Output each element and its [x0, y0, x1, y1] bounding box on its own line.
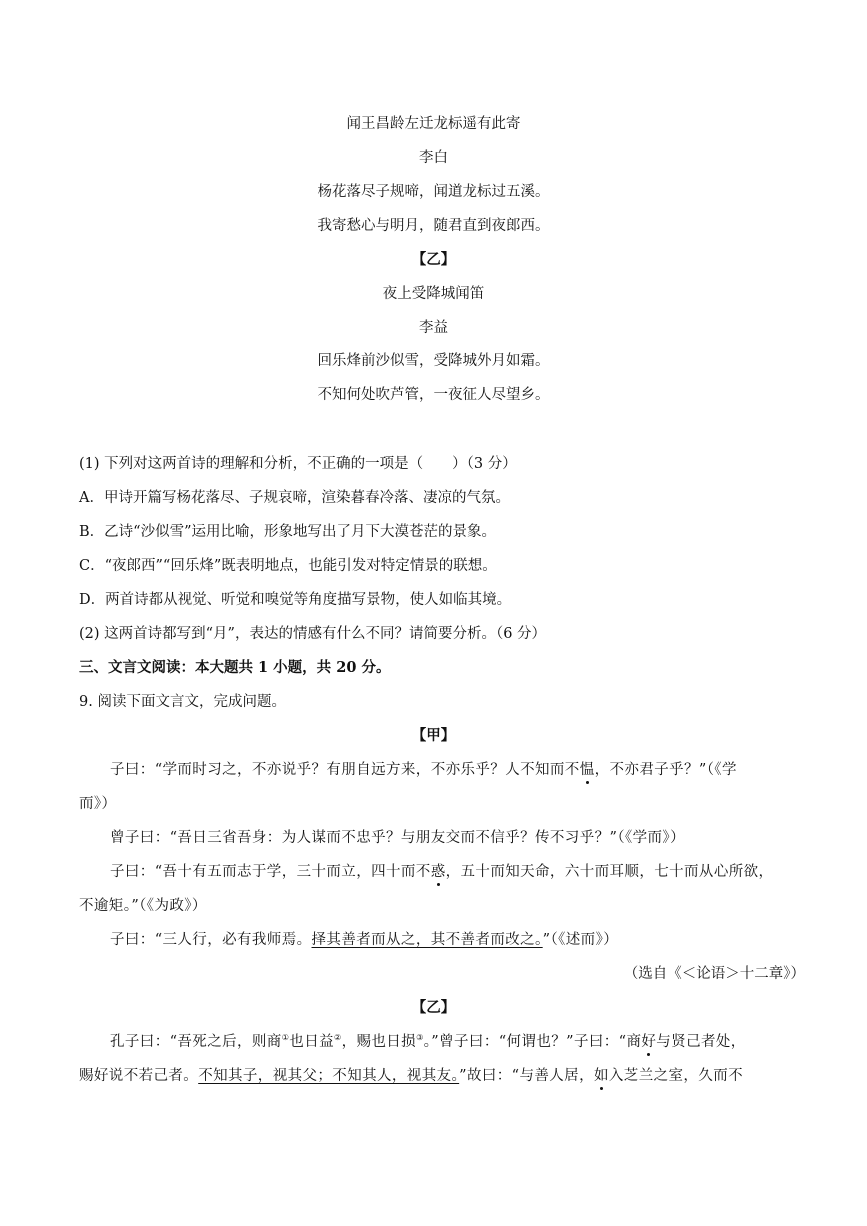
classical-yi-paragraph-1-cont: 赐好说不若己者。不知其子，视其父；不知其人，视其友。”故曰：“与善人居，如入芝兰之室，久而不: [79, 1068, 743, 1084]
classical-jia-label: 【甲】: [411, 727, 456, 744]
option-c: C．“夜郎西”“回乐烽”既表明地点，也能引发对特定情景的联想。: [79, 558, 497, 574]
section-3-heading: 三、文言文阅读：本大题共 1 小题，共 20 分。: [79, 659, 391, 676]
poem-jia-author: 李白: [419, 150, 448, 166]
classical-jia-paragraph-4: 子曰：“三人行，必有我师焉。择其善者而从之，其不善者而改之。”（《述而》）: [110, 932, 619, 948]
option-b: B．乙诗“沙似雪”运用比喻，形象地写出了月下大漠苍茫的景象。: [79, 524, 496, 540]
underlined-sentence: 择其善者而从之，其不善者而改之。: [311, 932, 543, 948]
emphasis-dot-char: 愠: [579, 762, 595, 778]
question-1: (1) 下列对这两首诗的理解和分析，不正确的一项是（ ）（3 分）: [79, 456, 517, 472]
emphasis-dot-char: 惑: [430, 864, 446, 880]
poem-yi-line-1: 回乐烽前沙似雪，受降城外月如霜。: [317, 353, 550, 369]
classical-yi-label: 【乙】: [411, 999, 456, 1016]
poem-yi-label: 【乙】: [411, 251, 456, 268]
footnote-marker: ②: [334, 1033, 342, 1043]
option-d: D．两首诗都从视觉、听觉和嗅觉等角度描写景物，使人如临其境。: [79, 592, 512, 608]
poem-jia-line-1: 杨花落尽子规啼，闻道龙标过五溪。: [317, 184, 550, 200]
footnote-marker: ①: [281, 1033, 290, 1043]
classical-yi-paragraph-1: 孔子曰：“吾死之后，则商①也日益②，赐也日损③。”曾子曰：“何谓也？”子曰：“商好与贤己者处，: [110, 1033, 746, 1050]
question-2: (2) 这两首诗都写到“月”，表达的情感有什么不同？请简要分析。（6 分）: [79, 626, 547, 642]
classical-jia-paragraph-1: 子曰：“学而时习之，不亦说乎？有朋自远方来，不亦乐乎？人不知而不愠，不亦君子乎？”（《学: [110, 762, 737, 778]
poem-yi-title: 夜上受降城闻笛: [382, 286, 485, 302]
classical-jia-paragraph-2: 曾子曰：“吾日三省吾身：为人谋而不忠乎？与朋友交而不信乎？传不习乎？”（《学而》）: [110, 830, 685, 846]
poem-yi-author: 李益: [419, 320, 448, 336]
emphasis-dot-char: 如: [593, 1068, 609, 1084]
classical-jia-paragraph-3-cont: 不逾矩。”（《为政》）: [79, 898, 207, 914]
option-a: A．甲诗开篇写杨花落尽、子规哀啼，渲染暮春冷落、凄凉的气氛。: [79, 490, 510, 506]
question-9: 9. 阅读下面文言文，完成问题。: [79, 694, 286, 710]
classical-jia-paragraph-1-cont: 而》）: [79, 796, 117, 812]
classical-jia-paragraph-3: 子曰：“吾十有五而志于学，三十而立，四十而不惑，五十而知天命，六十而耳顺，七十而从心所欲，: [110, 864, 774, 880]
underlined-sentence: 不知其子，视其父；不知其人，视其友。: [198, 1068, 460, 1084]
poem-yi-line-2: 不知何处吹芦管，一夜征人尽望乡。: [317, 387, 550, 403]
footnote-marker: ③: [416, 1033, 424, 1043]
poem-jia-title: 闻王昌龄左迁龙标遥有此寄: [346, 116, 521, 132]
poem-jia-line-2: 我寄愁心与明月，随君直到夜郎西。: [317, 218, 550, 234]
emphasis-dot-char: 好: [641, 1034, 657, 1050]
classical-jia-source: （选自《＜论语＞十二章》）: [623, 966, 805, 982]
